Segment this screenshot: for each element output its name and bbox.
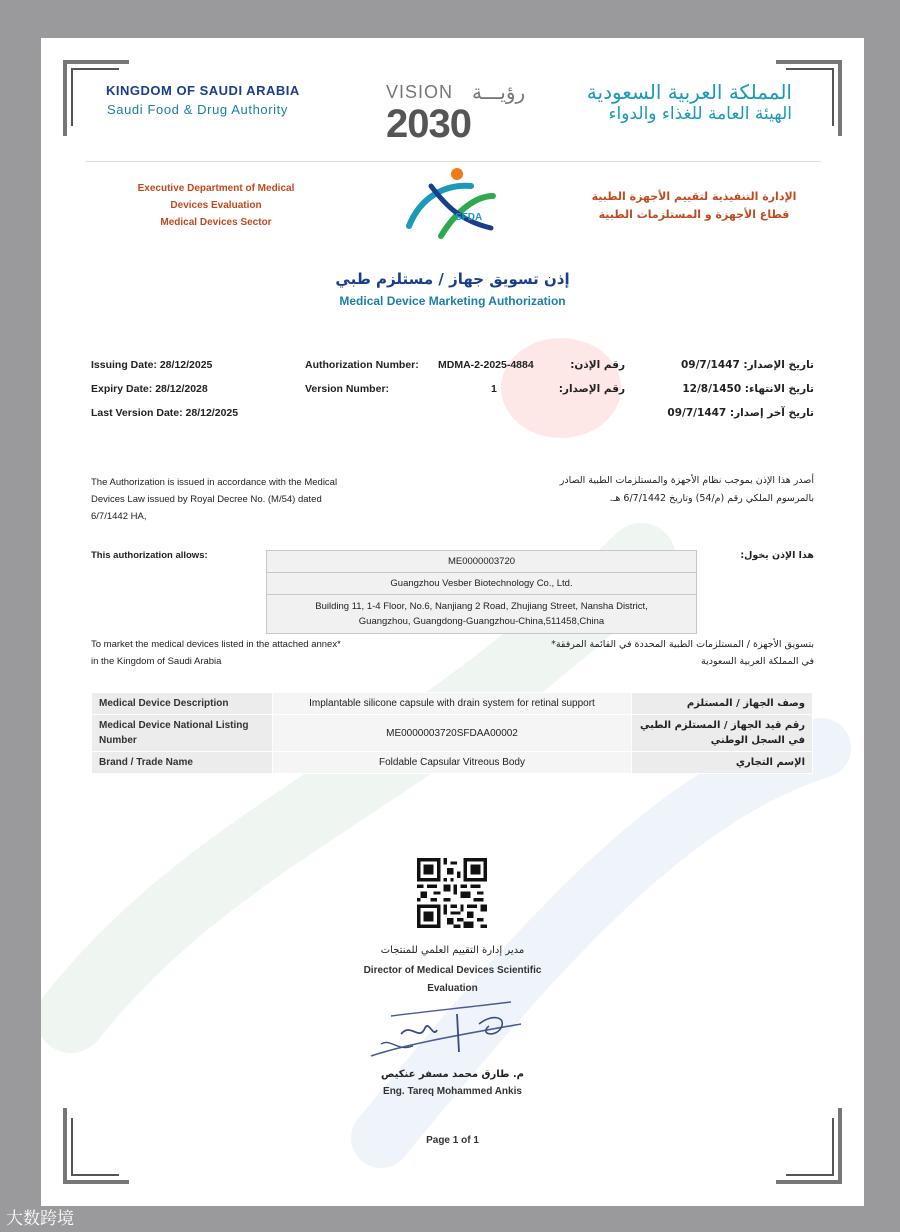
row-value: Foldable Capsular Vitreous Body	[272, 752, 632, 774]
last-version-date-en: Last Version Date: 28/12/2025	[91, 407, 239, 419]
row-value: ME0000003720SFDAA00002	[272, 715, 632, 752]
establishment-boxes	[266, 550, 697, 634]
qr-code-icon	[417, 858, 487, 928]
table-row	[92, 715, 813, 752]
handwritten-signature	[361, 994, 531, 1064]
authority-name-en: Saudi Food & Drug Authority	[107, 102, 288, 117]
law-statement-en	[91, 474, 337, 525]
table-row	[92, 693, 813, 715]
address-line1: Building 11, 1-4 Floor, No.6, Nanjiang 2 Road, Zhujiang Street, Nansha District,	[315, 601, 648, 612]
table-row	[92, 752, 813, 774]
vision-word: VISION	[386, 82, 454, 102]
row-label-en: Medical Device National Listing Number	[92, 715, 273, 752]
law-ar-line2: بالمرسوم الملكي رقم (م/54) وتاريخ 6/7/1442 هـ.	[609, 493, 814, 504]
document-title-en: Medical Device Marketing Authorization	[339, 294, 566, 308]
kingdom-name-en: KINGDOM OF SAUDI ARABIA	[106, 83, 300, 98]
version-number-label: Version Number:	[305, 383, 390, 395]
signatory-title-en-line1: Director of Medical Devices Scientific	[363, 965, 542, 976]
authorization-number-label: Authorization Number:	[305, 359, 419, 371]
header-divider	[86, 161, 821, 162]
row-label-ar: الإسم التجاري	[632, 752, 813, 774]
vision-2030-logo	[386, 82, 526, 154]
department-en-line2: Devices Evaluation	[170, 200, 262, 211]
row-label-en: Brand / Trade Name	[92, 752, 273, 774]
market-en-line2: in the Kingdom of Saudi Arabia	[91, 656, 222, 667]
market-ar-line2: في المملكة العربية السعودية	[701, 656, 814, 667]
sfda-logo-icon	[401, 166, 497, 242]
document-title-ar: إذن تسويق جهاز / مستلزم طبي	[335, 270, 570, 288]
market-statement-ar	[494, 636, 814, 670]
law-ar-line1: أصدر هذا الإذن بموجب نظام الأجهزة والمستلزمات الطبية الصادر	[559, 475, 814, 486]
company-address	[266, 595, 697, 634]
expiry-date-ar: تاريخ الانتهاء: 12/8/1450	[682, 383, 814, 395]
law-statement-ar	[494, 472, 814, 508]
corner-bracket-inner-top-right	[786, 68, 834, 126]
row-label-en: Medical Device Description	[92, 693, 273, 715]
vision-year: 2030	[386, 102, 471, 146]
sfda-logo-text: SFDA	[455, 212, 483, 223]
law-en-line1: The Authorization is issued in accordance with the Medical	[91, 477, 338, 488]
issuing-date-ar: تاريخ الإصدار: 09/7/1447	[680, 359, 814, 371]
version-number: 1	[491, 383, 497, 395]
authorization-number: MDMA-2-2025-4884	[438, 359, 534, 371]
vision-word-ar: رؤيـــة	[472, 80, 526, 104]
address-line2: Guangzhou, Guangdong-Guangzhou-China,511458,China	[358, 616, 605, 627]
issuing-date-en: Issuing Date: 28/12/2025	[91, 359, 213, 371]
certificate-sheet	[41, 38, 864, 1206]
allows-label-ar: هذا الإذن يخول:	[740, 550, 814, 561]
kingdom-name-ar: المملكة العربية السعودية	[586, 80, 792, 104]
department-ar-line2: قطاع الأجهزة و المستلزمات الطبية	[598, 208, 790, 221]
corner-watermark: 大数跨境	[6, 1209, 74, 1229]
authority-name-ar: الهيئة العامة للغذاء والدواء	[608, 104, 792, 124]
department-en	[101, 180, 331, 231]
allows-label-en: This authorization allows:	[91, 550, 208, 561]
last-version-date-ar: تاريخ آخر إصدار: 09/7/1447	[667, 407, 814, 419]
row-label-ar: رقم قيد الجهاز / المستلزم الطبي في السجل الوطني	[632, 715, 813, 752]
market-en-line1: To market the medical devices listed in the attached annex*	[91, 639, 341, 650]
department-en-line1: Executive Department of Medical	[137, 183, 295, 194]
department-ar	[574, 188, 814, 224]
signatory-name-ar: م. طارق محمد مسفر عنكيص	[380, 1069, 525, 1080]
row-value: Implantable silicone capsule with drain system for retinal support	[272, 693, 632, 715]
signatory-title-en	[41, 962, 864, 998]
device-details-table	[91, 692, 813, 774]
market-statement-en	[91, 636, 341, 670]
department-en-line3: Medical Devices Sector	[160, 217, 272, 228]
version-number-label-ar: رقم الإصدار:	[558, 383, 625, 395]
signatory-title-ar: مدير إدارة التقييم العلمي للمنتجات	[380, 945, 525, 956]
row-label-ar: وصف الجهاز / المستلزم	[632, 693, 813, 715]
establishment-id: ME0000003720	[266, 550, 697, 573]
page-number: Page 1 of 1	[426, 1135, 479, 1146]
department-ar-line1: الإدارة التنفيذية لتقييم الأجهزة الطبية	[591, 190, 797, 203]
signatory-name-en: Eng. Tareq Mohammed Ankis	[383, 1086, 522, 1097]
signatory-title-en-line2: Evaluation	[427, 983, 478, 994]
authorization-number-label-ar: رقم الإذن:	[570, 359, 625, 371]
law-en-line2: Devices Law issued by Royal Decree No. (M/54) dated	[91, 494, 322, 505]
expiry-date-en: Expiry Date: 28/12/2028	[91, 383, 208, 395]
company-name: Guangzhou Vesber Biotechnology Co., Ltd.	[266, 573, 697, 595]
law-en-line3: 6/7/1442 HA,	[91, 511, 147, 522]
market-ar-line1: بتسويق الأجهزة / المستلزمات الطبية المحددة في القائمة المرفقة*	[551, 639, 814, 650]
